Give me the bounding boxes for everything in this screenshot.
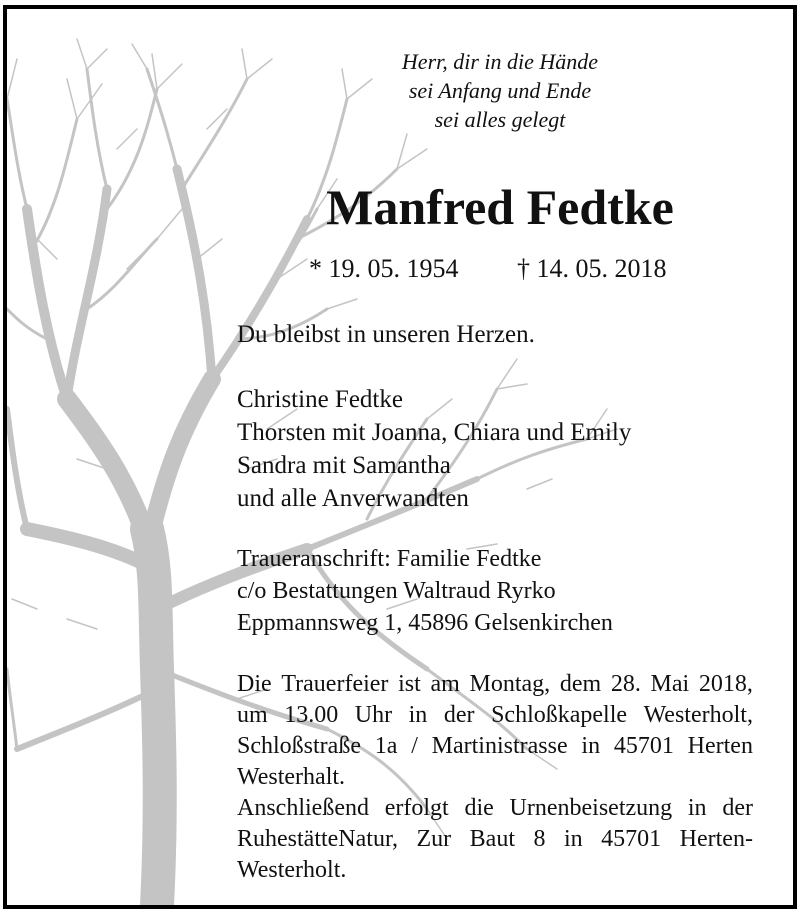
address-line: c/o Bestattungen Waltraud Ryrko: [237, 578, 556, 604]
death-date: † 14. 05. 2018: [517, 254, 667, 283]
ceremony-word: in: [408, 702, 428, 728]
ceremony-word: Uhr: [354, 702, 393, 728]
ceremony-word: Herten: [687, 733, 753, 759]
ceremony-word: 13.00: [284, 702, 339, 728]
ceremony-word: Montag,: [469, 671, 551, 697]
ceremony-word: am: [430, 671, 460, 697]
ceremony-line: [237, 731, 753, 762]
ceremony-word: in: [687, 795, 707, 821]
ceremony-word: Urnenbeisetzung: [509, 795, 673, 821]
ceremony-word: 45701: [613, 733, 674, 759]
ceremony-line: [237, 855, 753, 886]
ceremony-word: Trauerfeier: [281, 671, 389, 697]
ceremony-line: [237, 824, 753, 855]
ceremony-word: die: [464, 795, 494, 821]
address-line: Traueranschrift: Familie Fedtke: [237, 546, 542, 572]
ceremony-word: RuhestätteNatur,: [237, 826, 398, 852]
family-member: Christine Fedtke: [237, 386, 403, 413]
ceremony-word: 28.: [610, 671, 641, 697]
ceremony-word: 1a: [374, 733, 398, 759]
ceremony-word: Westerhalt.: [237, 764, 346, 790]
obituary-card: [3, 5, 797, 909]
ceremony-line: [237, 762, 753, 793]
ceremony-word: 2018,: [698, 671, 753, 697]
ceremony-word: Zur: [416, 826, 452, 852]
ceremony-word: 8: [533, 826, 546, 852]
address-line: Eppmannsweg 1, 45896 Gelsenkirchen: [237, 610, 613, 636]
ceremony-word: der: [443, 702, 475, 728]
ceremony-word: der: [722, 795, 753, 821]
ceremony-line: [237, 669, 753, 700]
family-member: und alle Anverwandten: [237, 485, 469, 512]
ceremony-word: Herten-: [679, 826, 753, 852]
family-member: Sandra mit Samantha: [237, 452, 451, 479]
family-member: Thorsten mit Joanna, Chiara und Emily: [237, 419, 632, 446]
ceremony-line: [237, 700, 753, 731]
verse: [307, 47, 693, 134]
ceremony-word: Anschließend: [237, 795, 369, 821]
motto: Du bleibst in unseren Herzen.: [237, 321, 535, 348]
ceremony-line: [237, 793, 753, 824]
ceremony-word: Die: [237, 671, 272, 697]
birth-date: * 19. 05. 1954: [309, 254, 459, 283]
ceremony-info: [237, 669, 753, 886]
ceremony-word: Westerholt,: [643, 702, 753, 728]
family-list: [237, 383, 757, 515]
ceremony-word: /: [411, 733, 418, 759]
ceremony-word: erfolgt: [384, 795, 449, 821]
ceremony-word: um: [237, 702, 268, 728]
ceremony-word: 45701: [601, 826, 662, 852]
ceremony-word: Martinistrasse: [431, 733, 568, 759]
ceremony-word: Schloßstraße: [237, 733, 361, 759]
deceased-name: Manfred Fedtke: [326, 179, 674, 235]
ceremony-word: Schloßkapelle: [491, 702, 628, 728]
ceremony-word: Baut: [469, 826, 515, 852]
mourning-address: [237, 543, 757, 639]
ceremony-word: ist: [398, 671, 421, 697]
verse-line: Herr, dir in die Hände: [401, 49, 599, 74]
ceremony-word: in: [563, 826, 583, 852]
ceremony-word: in: [581, 733, 601, 759]
ceremony-word: Mai: [650, 671, 690, 697]
ceremony-word: Westerholt.: [237, 857, 347, 883]
verse-line: sei alles gelegt: [434, 107, 566, 132]
verse-line: sei Anfang und Ende: [408, 78, 592, 103]
ceremony-word: dem: [559, 671, 602, 697]
